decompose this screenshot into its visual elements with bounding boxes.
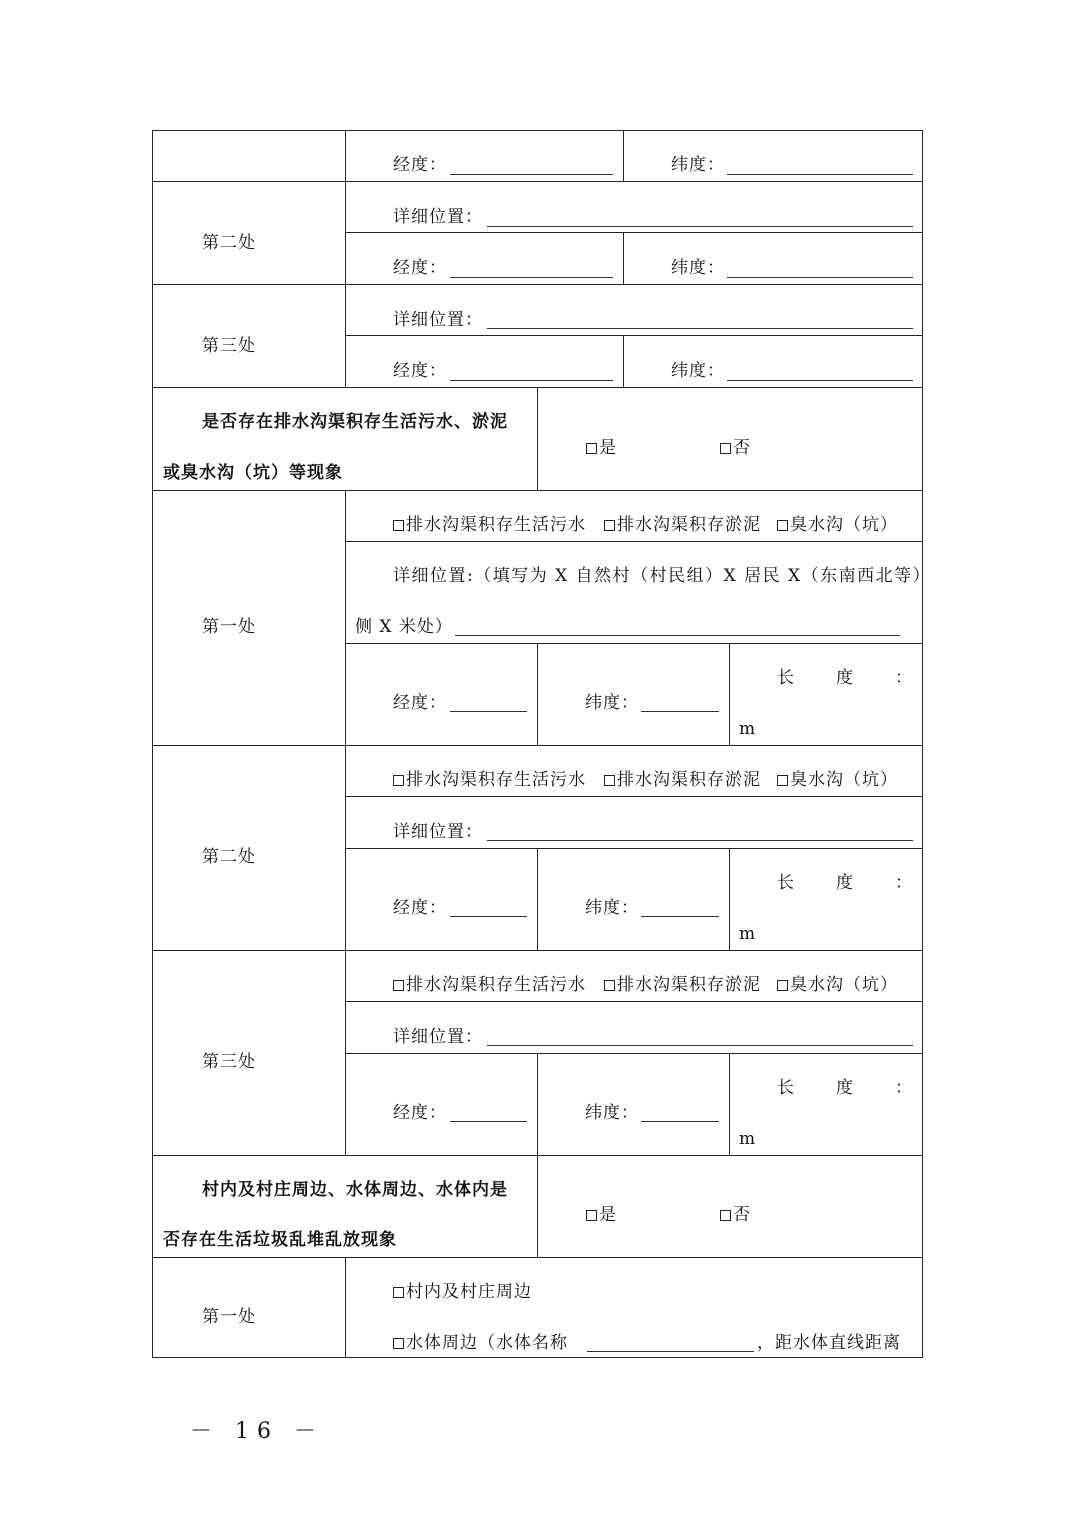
table-border: [346, 796, 923, 797]
length-label: 长度：: [777, 668, 954, 688]
longitude-label: 经度：: [393, 155, 447, 175]
latitude-field[interactable]: [727, 380, 913, 381]
checkbox-icon: [393, 775, 404, 786]
type-label: 臭水沟（坑）: [790, 515, 898, 535]
distance-label: ，距水体直线距离: [757, 1333, 901, 1353]
checkbox-icon: [393, 980, 404, 991]
table-border: [152, 130, 923, 131]
table-border: [152, 130, 153, 1358]
latitude-label: 纬度：: [671, 258, 725, 278]
longitude-field[interactable]: [450, 174, 613, 175]
longitude-label: 经度：: [393, 258, 447, 278]
checkbox-icon: [586, 443, 597, 454]
checkbox-icon: [720, 1210, 731, 1221]
yes-label: 是: [599, 438, 617, 458]
type-label: 臭水沟（坑）: [790, 770, 898, 790]
type-checkbox[interactable]: [777, 770, 898, 790]
type-label: 排水沟渠积存生活污水: [406, 515, 586, 535]
question-text: 否存在生活垃圾乱堆乱放现象: [163, 1230, 397, 1250]
detail-location-field[interactable]: [487, 1045, 913, 1046]
table-border: [537, 1053, 538, 1156]
detail-location-field[interactable]: [487, 328, 913, 329]
detail-location-field[interactable]: [487, 840, 913, 841]
yes-checkbox[interactable]: [586, 438, 617, 458]
longitude-field[interactable]: [450, 916, 527, 917]
meter-unit: m: [739, 924, 757, 944]
latitude-field[interactable]: [641, 711, 719, 712]
latitude-label: 纬度：: [671, 361, 725, 381]
type-label: 排水沟渠积存淤泥: [617, 770, 761, 790]
longitude-field[interactable]: [450, 711, 527, 712]
table-border: [346, 541, 923, 542]
table-border: [623, 232, 624, 285]
page-number: － 16 －: [190, 1419, 324, 1444]
table-border: [152, 1357, 923, 1358]
type-checkbox[interactable]: [604, 515, 761, 535]
no-label: 否: [733, 1205, 751, 1225]
type-checkbox[interactable]: [604, 770, 761, 790]
longitude-label: 经度：: [393, 898, 447, 918]
question-text: 是否存在排水沟渠积存生活污水、淤泥: [202, 412, 508, 432]
table-border: [346, 848, 923, 849]
waterbody-label: 水体周边（水体名称: [406, 1333, 568, 1353]
checkbox-icon: [777, 775, 788, 786]
table-border: [729, 643, 730, 746]
length-label: 长度：: [777, 873, 954, 893]
latitude-label: 纬度：: [671, 155, 725, 175]
longitude-label: 经度：: [393, 693, 447, 713]
longitude-label: 经度：: [393, 1103, 447, 1123]
type-label: 排水沟渠积存淤泥: [617, 515, 761, 535]
table-border: [346, 335, 923, 336]
table-border: [537, 643, 538, 746]
checkbox-icon: [720, 443, 731, 454]
checkbox-icon: [777, 980, 788, 991]
yes-label: 是: [599, 1205, 617, 1225]
type-checkbox[interactable]: [777, 975, 898, 995]
no-checkbox[interactable]: [720, 438, 751, 458]
type-label: 排水沟渠积存生活污水: [406, 975, 586, 995]
place-label: 第三处: [202, 336, 256, 356]
latitude-field[interactable]: [727, 174, 913, 175]
type-checkbox[interactable]: [393, 975, 586, 995]
table-border: [346, 643, 923, 644]
question-text: 或臭水沟（坑）等现象: [163, 463, 343, 483]
place-label: 第二处: [202, 847, 256, 867]
longitude-field[interactable]: [450, 277, 613, 278]
table-border: [152, 284, 923, 285]
detail-hint: 侧 X 米处）: [355, 617, 453, 637]
yes-checkbox[interactable]: [586, 1205, 617, 1225]
table-border: [623, 130, 624, 182]
checkbox-icon: [393, 1338, 404, 1349]
checkbox-icon: [604, 980, 615, 991]
place-label: 第二处: [202, 233, 256, 253]
table-border: [345, 490, 346, 1156]
length-label: 长度：: [777, 1078, 954, 1098]
latitude-label: 纬度：: [585, 898, 639, 918]
detail-location-label: 详细位置：: [393, 822, 483, 842]
detail-location-field[interactable]: [487, 226, 913, 227]
type-label: 臭水沟（坑）: [790, 975, 898, 995]
village-checkbox[interactable]: [393, 1282, 532, 1302]
latitude-label: 纬度：: [585, 1103, 639, 1123]
latitude-field[interactable]: [727, 277, 913, 278]
type-checkbox[interactable]: [777, 515, 898, 535]
type-label: 排水沟渠积存淤泥: [617, 975, 761, 995]
type-label: 排水沟渠积存生活污水: [406, 770, 586, 790]
place-label: 第三处: [202, 1052, 256, 1072]
detail-location-label: 详细位置：: [393, 207, 483, 227]
table-border: [345, 130, 346, 388]
table-border: [537, 387, 538, 491]
longitude-label: 经度：: [393, 361, 447, 381]
meter-unit: m: [739, 719, 757, 739]
table-border: [346, 232, 923, 233]
waterbody-name-field[interactable]: [587, 1351, 754, 1352]
longitude-field[interactable]: [450, 1121, 527, 1122]
table-border: [345, 1257, 346, 1358]
detail-location-field[interactable]: [455, 635, 900, 636]
type-checkbox[interactable]: [393, 515, 586, 535]
table-border: [537, 1155, 538, 1258]
checkbox-icon: [586, 1210, 597, 1221]
meter-unit: m: [739, 1129, 757, 1149]
type-checkbox[interactable]: [393, 770, 586, 790]
latitude-label: 纬度：: [585, 693, 639, 713]
type-checkbox[interactable]: [604, 975, 761, 995]
table-border: [922, 130, 923, 1358]
village-label: 村内及村庄周边: [406, 1282, 532, 1302]
checkbox-icon: [393, 1287, 404, 1298]
detail-location-label: 详细位置：: [393, 310, 483, 330]
question-text: 村内及村庄周边、水体周边、水体内是: [202, 1180, 508, 1200]
table-border: [623, 335, 624, 388]
table-border: [729, 848, 730, 951]
table-border: [346, 1053, 923, 1054]
detail-hint: 详细位置:（填写为 X 自然村（村民组）X 居民 X（东南西北等）: [393, 566, 932, 586]
checkbox-icon: [393, 520, 404, 531]
table-border: [537, 848, 538, 951]
table-border: [729, 1053, 730, 1156]
table-border: [152, 181, 923, 182]
longitude-field[interactable]: [450, 380, 613, 381]
checkbox-icon: [604, 775, 615, 786]
latitude-field[interactable]: [641, 1121, 719, 1122]
latitude-field[interactable]: [641, 916, 719, 917]
detail-location-label: 详细位置：: [393, 1027, 483, 1047]
no-checkbox[interactable]: [720, 1205, 751, 1225]
no-label: 否: [733, 438, 751, 458]
place-label: 第一处: [202, 617, 256, 637]
checkbox-icon: [604, 520, 615, 531]
checkbox-icon: [777, 520, 788, 531]
table-border: [346, 1001, 923, 1002]
waterbody-checkbox[interactable]: [393, 1333, 568, 1353]
place-label: 第一处: [202, 1307, 256, 1327]
